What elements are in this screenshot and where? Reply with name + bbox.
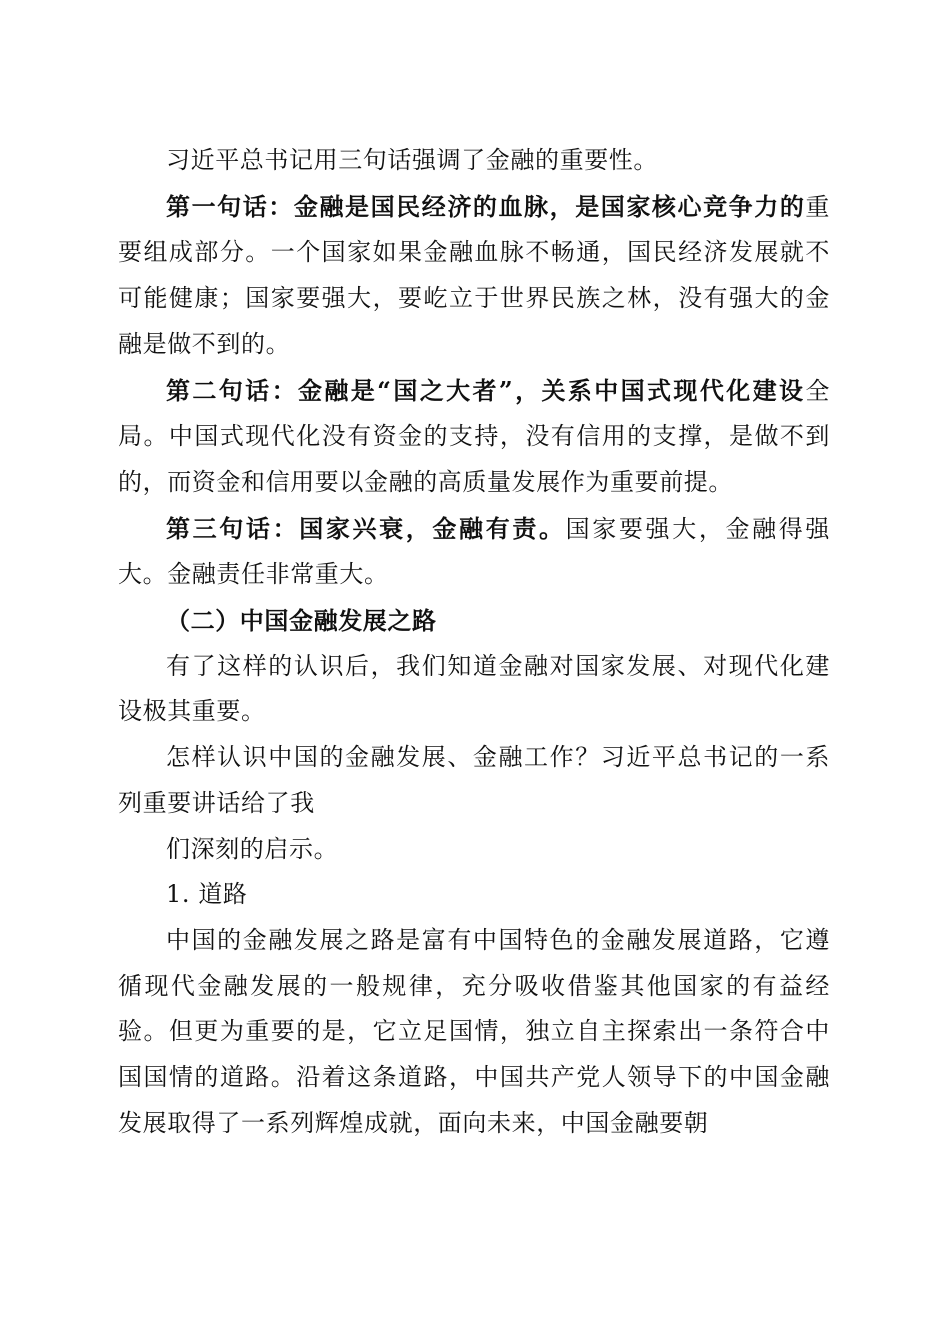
paragraph-intro: 习近平总书记用三句话强调了金融的重要性。 bbox=[166, 146, 658, 174]
document-body bbox=[118, 138, 830, 1146]
second-sentence-body: 全局。中国式现代化没有资金的支持，没有信用的支撑，是做不到的，而资金和信用要以金融的高质量发展作为重要前提。 bbox=[118, 376, 830, 496]
first-sentence-body: 重要组成部分。一个国家如果金融血脉不畅通，国民经济发展就不可能健康；国家要强大，要屹立于世界民族之林，没有强大的金融是做不到的。 bbox=[118, 192, 830, 358]
third-sentence-body: 国家要强大，金融得强大。金融责任非常重大。 bbox=[118, 514, 830, 589]
first-sentence-lead: 第一句话：金融是国民经济的血脉，是国家核心竞争力的 bbox=[166, 191, 806, 221]
paragraph-how-continuation: 们深刻的启示。 bbox=[166, 834, 339, 863]
third-sentence-lead: 第三句话：国家兴衰，金融有责。 bbox=[166, 513, 566, 543]
numbered-item-road: 1. 道路 bbox=[166, 880, 248, 909]
paragraph-third-sentence bbox=[118, 506, 830, 598]
paragraph-awareness: 有了这样的认识后，我们知道金融对国家发展、对现代化建设极其重要。 bbox=[118, 651, 830, 726]
second-sentence-lead: 第二句话：金融是“国之大者”，关系中国式现代化建设 bbox=[166, 375, 806, 405]
paragraph-how-to-understand: 怎样认识中国的金融发展、金融工作？习近平总书记的一系列重要讲话给了我 bbox=[118, 743, 830, 817]
paragraph-first-sentence bbox=[118, 184, 830, 368]
section-heading: （二）中国金融发展之路 bbox=[166, 606, 437, 636]
paragraph-second-sentence bbox=[118, 368, 830, 506]
paragraph-road: 中国的金融发展之路是富有中国特色的金融发展道路，它遵循现代金融发展的一般规律，充分吸收借鉴其他国家的有益经验。但更为重要的是，它立足国情，独立自主探索出一条符合中国国情的道路。沿着这条道路，中国共产党人领导下的中国金融发展取得了一系列辉煌成就，面向未来，中国金融要朝 bbox=[118, 925, 830, 1137]
